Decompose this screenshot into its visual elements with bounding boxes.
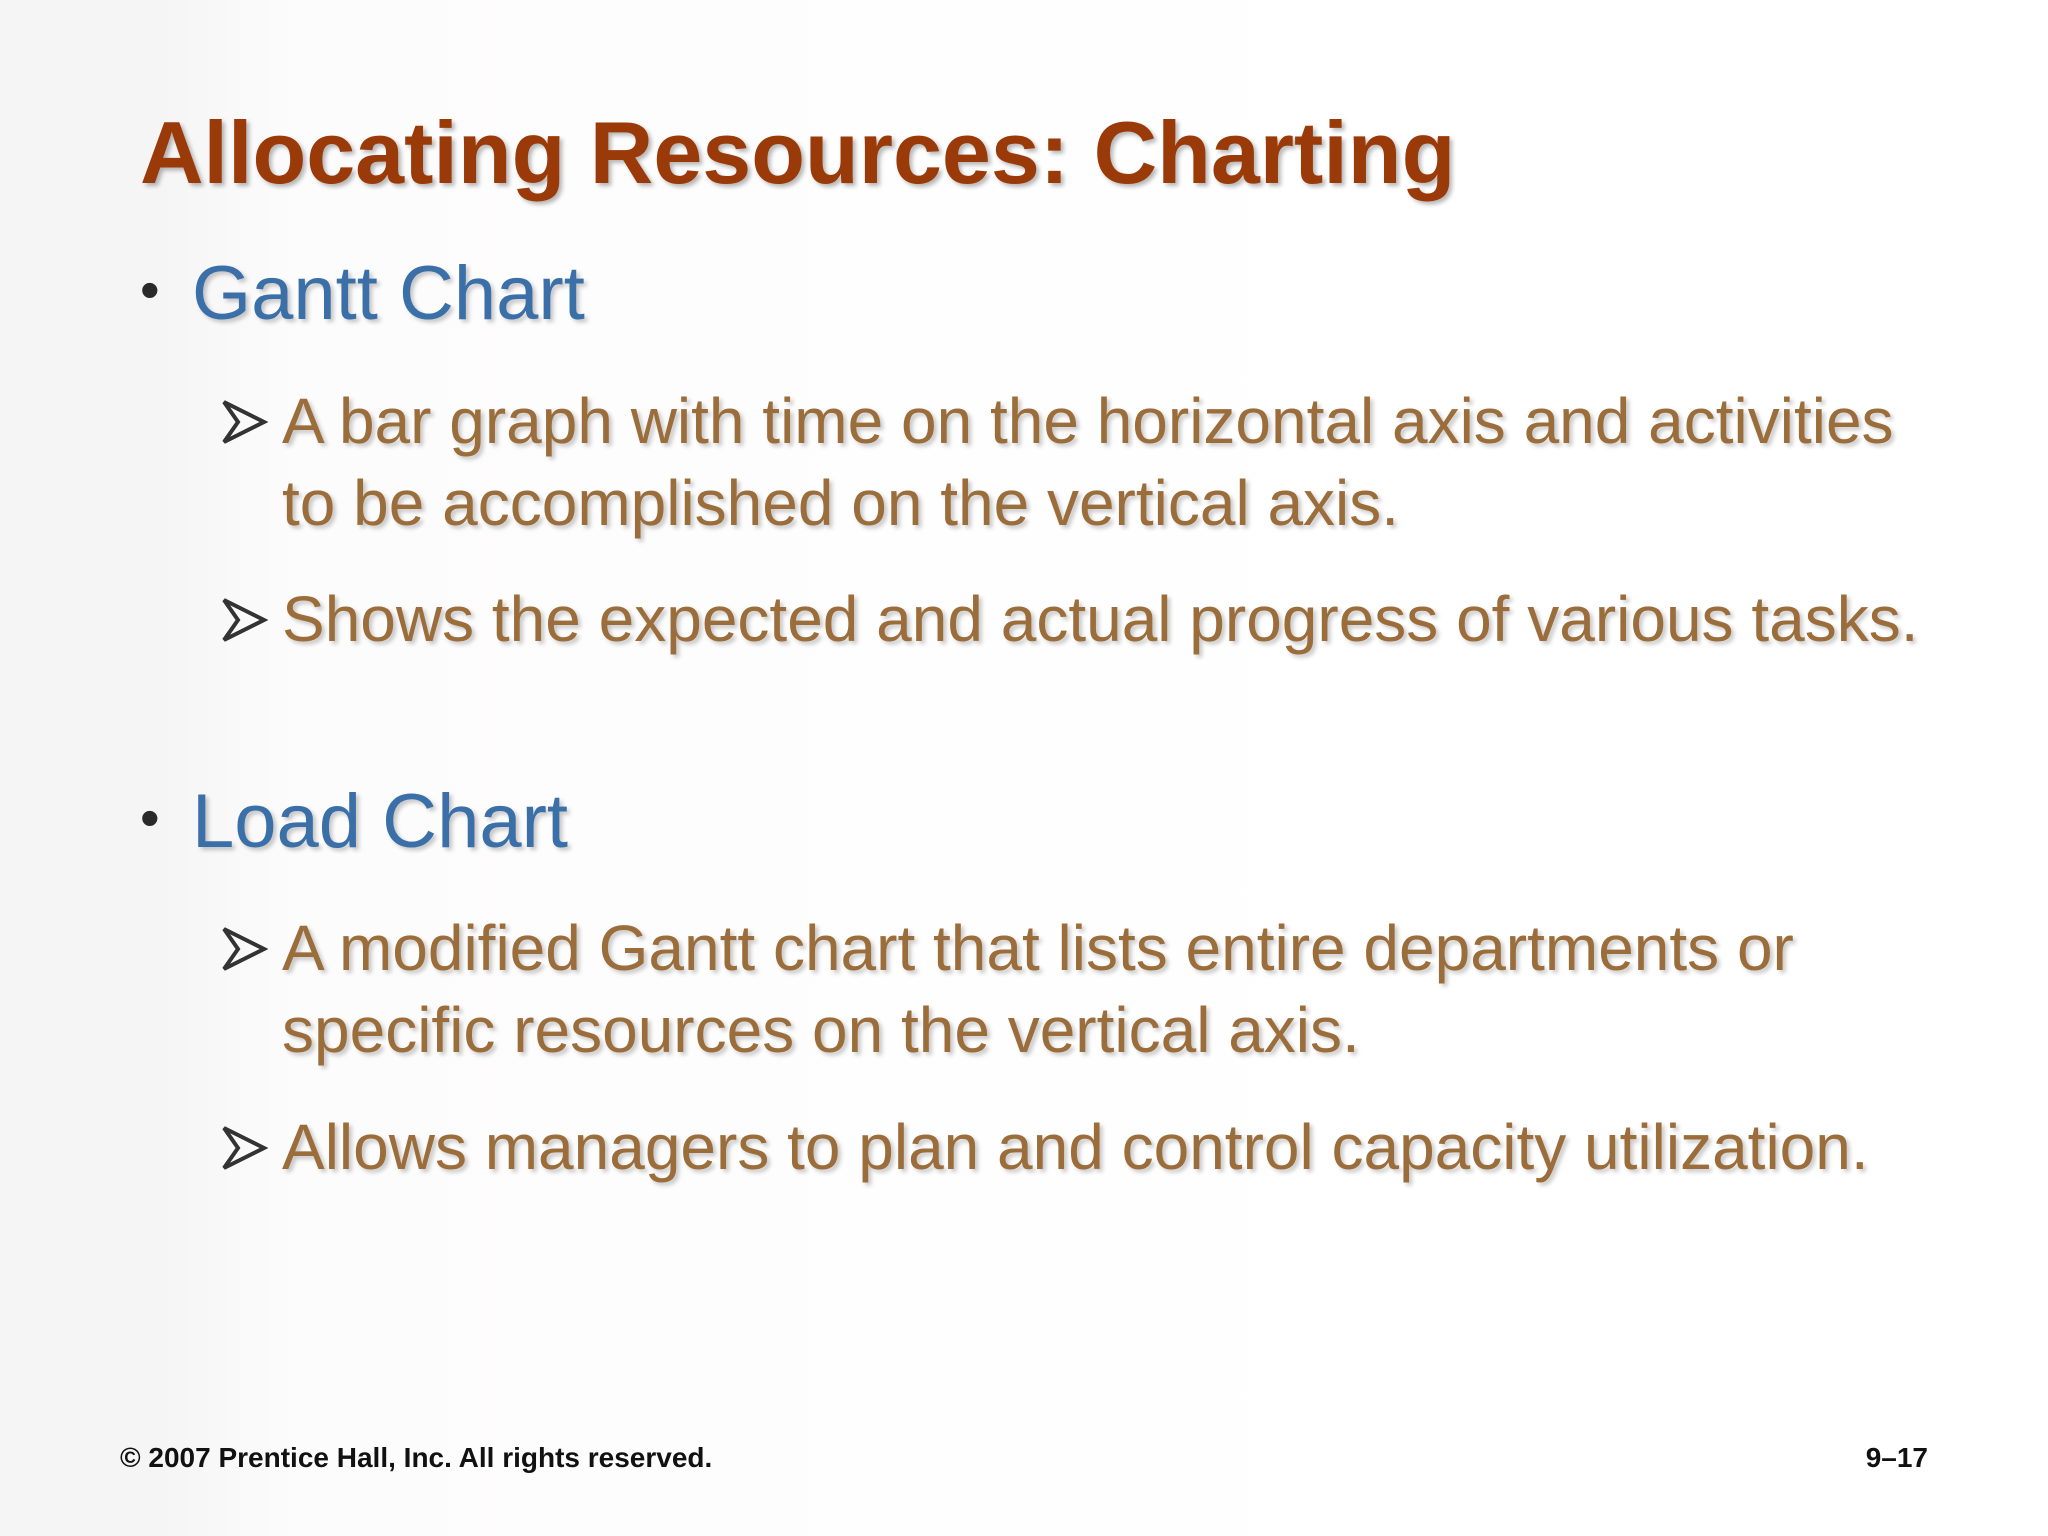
sub-bullet [220, 380, 1920, 544]
slide-title: Allocating Resources: Charting [140, 103, 1456, 202]
sub-bullet [220, 578, 1920, 660]
section-heading: Gantt Chart [192, 251, 585, 336]
sub-bullet-text: Allows managers to plan and control capacity utilization. [282, 1111, 1869, 1183]
footer-page-number: 9–17 [1865, 1442, 1928, 1473]
sub-bullet-text: A bar graph with time on the horizontal axis and activities to be accomplished on the vertical axis. [282, 385, 1894, 539]
arrow-bullet-icon [220, 596, 268, 644]
bullet-gantt-chart [140, 248, 585, 339]
sub-bullet [220, 1106, 1920, 1188]
section-heading: Load Chart [192, 779, 569, 864]
bullet-dot-icon: • [140, 258, 160, 321]
arrow-bullet-icon [220, 1124, 268, 1172]
arrow-bullet-icon [220, 925, 268, 973]
bullet-dot-icon: • [140, 786, 160, 849]
bullet-load-chart [140, 776, 568, 867]
sub-bullet [220, 907, 1920, 1071]
sub-bullet-text: A modified Gantt chart that lists entire departments or specific resources on the vertical axis. [282, 912, 1794, 1066]
sub-bullet-text: Shows the expected and actual progress of various tasks. [282, 583, 1919, 655]
arrow-bullet-icon [220, 398, 268, 446]
footer-copyright: © 2007 Prentice Hall, Inc. All rights reserved. [120, 1442, 713, 1473]
